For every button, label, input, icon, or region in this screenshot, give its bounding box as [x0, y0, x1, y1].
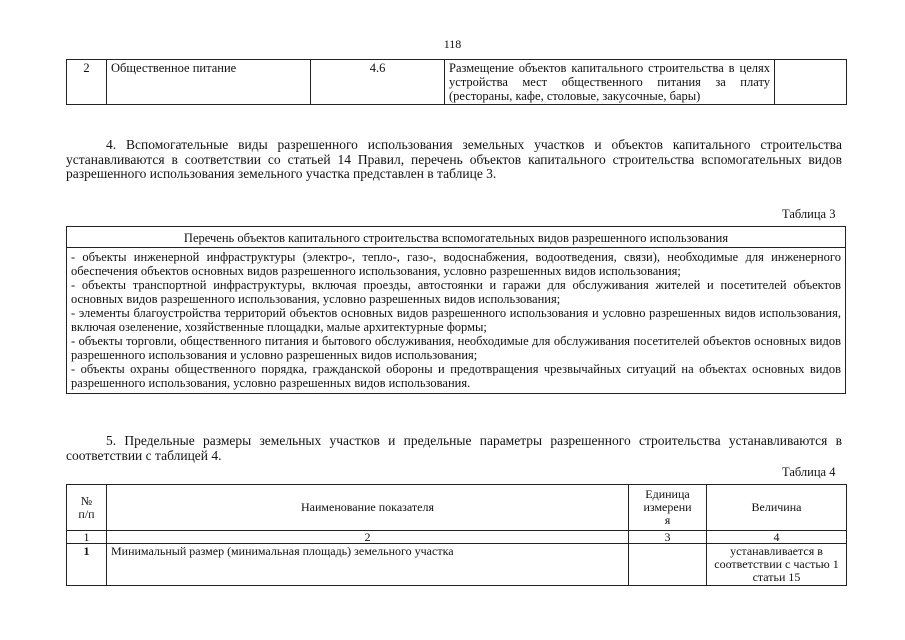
land-use-table-fragment — [66, 59, 847, 105]
table-4-column-numbers — [67, 531, 847, 544]
use-type-description: Размещение объектов капитального строительства в целях устройства мест общественного питания за плату (рестораны, кафе, столовые, закусочные, бары) — [445, 60, 775, 105]
table-4 — [66, 484, 847, 586]
header-num: № п/п — [67, 485, 107, 531]
header-unit: Единица измерени я — [629, 485, 707, 531]
table-4-header-row — [67, 485, 847, 531]
indicator-unit — [629, 544, 707, 586]
table-row — [67, 60, 847, 105]
row-number: 1 — [67, 544, 107, 586]
header-value: Величина — [707, 485, 847, 531]
table-3 — [66, 226, 846, 394]
row-number: 2 — [67, 60, 107, 105]
use-type-name: Общественное питание — [107, 60, 311, 105]
paragraph-5: 5. Предельные размеры земельных участков и предельные параметры разрешенного строительства устанавливаются в соответствии с таблицей 4. — [66, 433, 842, 463]
table-3-list — [67, 248, 846, 394]
column-number: 3 — [629, 531, 707, 544]
list-item: - элементы благоустройства территорий объектов основных видов разрешенного использования и условно разрешенных видов использования, включая озеленение, хозяйственные площадки, малые архитектурные формы; — [71, 306, 841, 334]
list-item: - объекты охраны общественного порядка, гражданской обороны и предотвращения чрезвычайных ситуаций на объектах основных видов разрешенного использования, условно разрешенных видов использования. — [71, 362, 841, 390]
list-item: - объекты инженерной инфраструктуры (электро-, тепло-, газо-, водоснабжения, водоотведения, связи), необходимые для инженерного обеспечения объектов основных видов разрешенного использования, условно разрешенных видов использования; — [71, 250, 841, 278]
list-item: - объекты транспортной инфраструктуры, включая проезды, автостоянки и гаражи для обслуживания жителей и посетителей объектов основных видов разрешенного использования, условно разрешенных видов использования; — [71, 278, 841, 306]
paragraph-4: 4. Вспомогательные виды разрешенного использования земельных участков и объектов капитального строительства устанавливаются в соответствии со статьей 14 Правил, перечень объектов капитального строительства вспомогательных видов разрешенного использования земельного участка представлен в таблице 3. — [66, 137, 842, 181]
page-number: 118 — [443, 37, 462, 51]
use-type-code: 4.6 — [311, 60, 445, 105]
column-number: 4 — [707, 531, 847, 544]
table-row — [67, 544, 847, 586]
header-name: Наименование показателя — [107, 485, 629, 531]
table-3-header: Перечень объектов капитального строительства вспомогательных видов разрешенного использования — [67, 227, 846, 248]
list-item: - объекты торговли, общественного питания и бытового обслуживания, необходимые для обслуживания посетителей объектов основных видов разрешенного использования и условно разрешенных видов использования; — [71, 334, 841, 362]
table-3-caption: Таблица 3 — [782, 207, 836, 221]
empty-cell — [775, 60, 847, 105]
table-4-caption: Таблица 4 — [782, 465, 836, 479]
column-number: 1 — [67, 531, 107, 544]
indicator-value: устанавливается в соответствии с частью 1 статьи 15 — [707, 544, 847, 586]
column-number: 2 — [107, 531, 629, 544]
indicator-name: Минимальный размер (минимальная площадь) земельного участка — [107, 544, 629, 586]
